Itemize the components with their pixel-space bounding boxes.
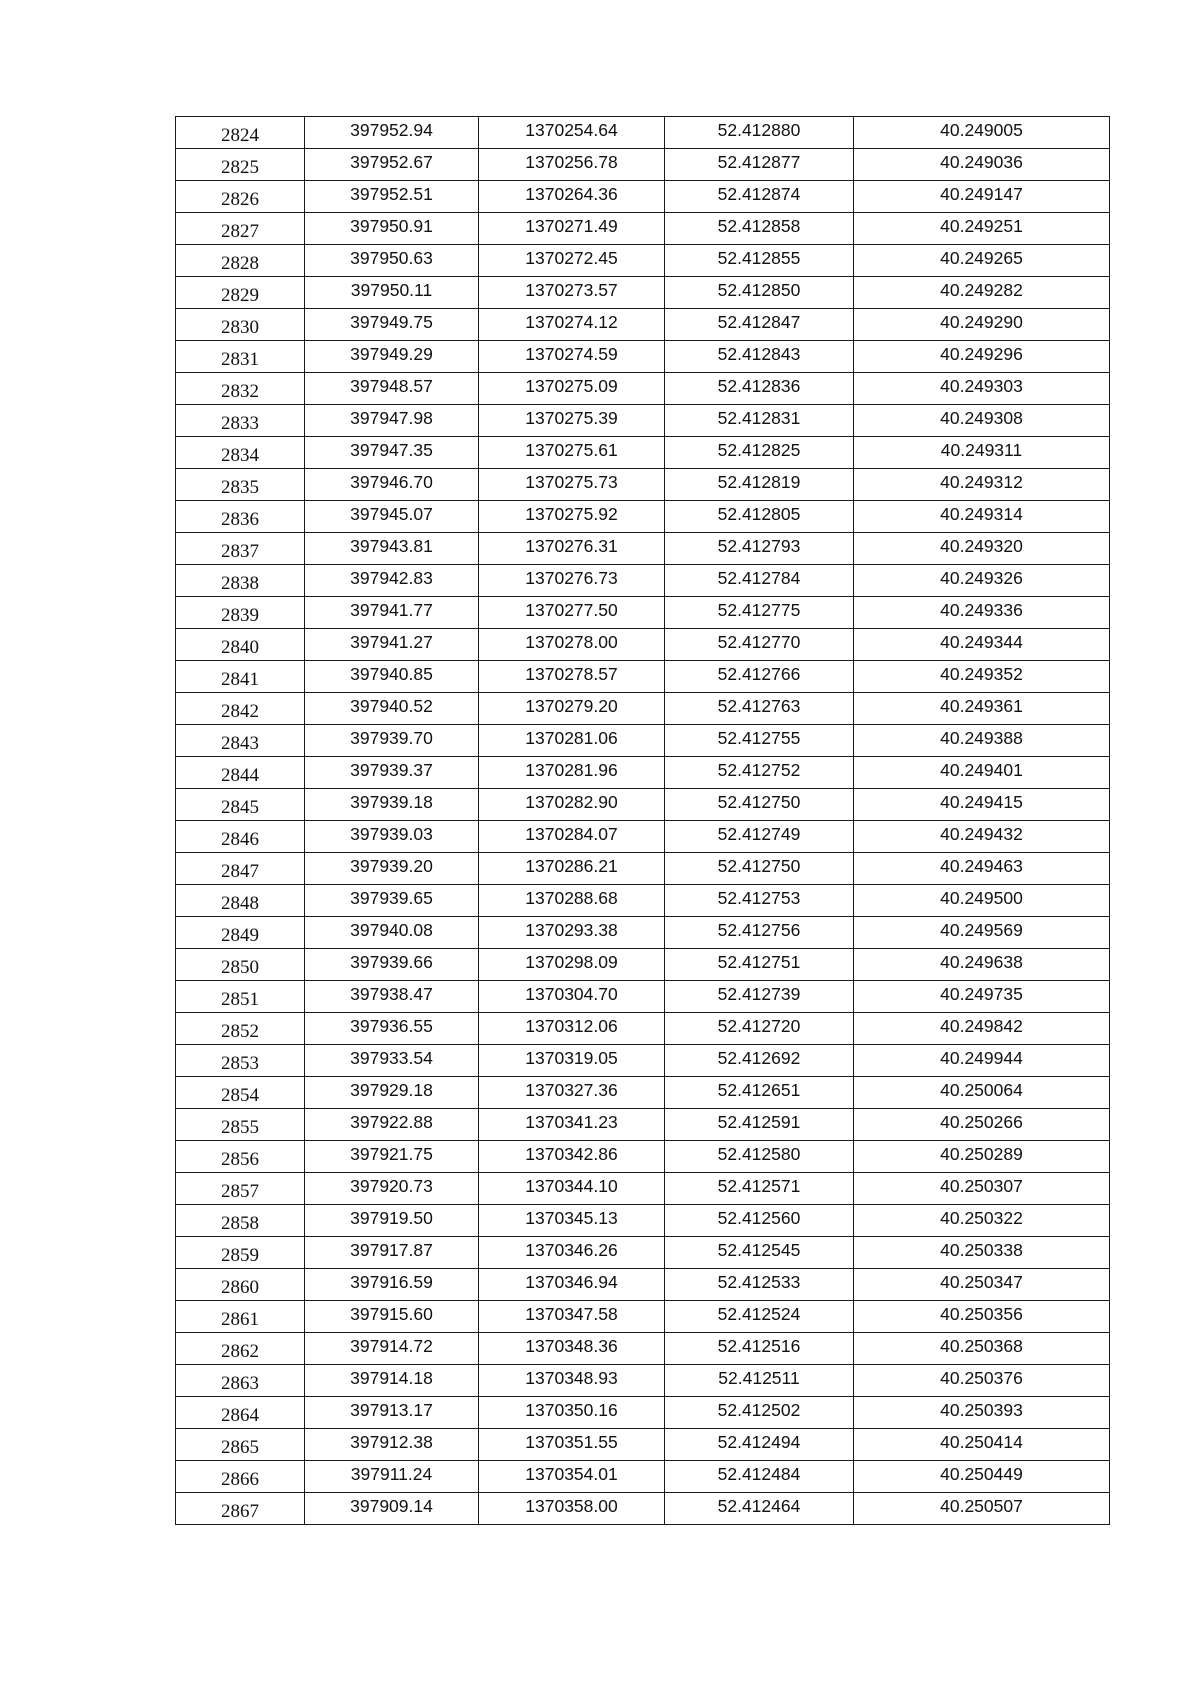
longitude-cell: 40.250338 [854, 1237, 1110, 1269]
latitude-cell: 52.412805 [665, 501, 854, 533]
table-row [176, 469, 1110, 501]
table-row [176, 1429, 1110, 1461]
y-coordinate-cell: 1370286.21 [479, 853, 665, 885]
latitude-cell: 52.412571 [665, 1173, 854, 1205]
latitude-cell: 52.412763 [665, 693, 854, 725]
longitude-cell: 40.250393 [854, 1397, 1110, 1429]
y-coordinate-cell: 1370346.94 [479, 1269, 665, 1301]
point-number-cell: 2844 [176, 757, 305, 789]
point-number-cell: 2849 [176, 917, 305, 949]
point-number-cell: 2836 [176, 501, 305, 533]
x-coordinate-cell: 397936.55 [305, 1013, 479, 1045]
x-coordinate-cell: 397933.54 [305, 1045, 479, 1077]
longitude-cell: 40.250289 [854, 1141, 1110, 1173]
point-number-cell: 2854 [176, 1077, 305, 1109]
latitude-cell: 52.412847 [665, 309, 854, 341]
table-row [176, 1493, 1110, 1525]
y-coordinate-cell: 1370271.49 [479, 213, 665, 245]
longitude-cell: 40.249735 [854, 981, 1110, 1013]
x-coordinate-cell: 397939.65 [305, 885, 479, 917]
y-coordinate-cell: 1370277.50 [479, 597, 665, 629]
latitude-cell: 52.412750 [665, 789, 854, 821]
longitude-cell: 40.249147 [854, 181, 1110, 213]
table-row [176, 1077, 1110, 1109]
x-coordinate-cell: 397952.94 [305, 117, 479, 149]
latitude-cell: 52.412502 [665, 1397, 854, 1429]
y-coordinate-cell: 1370272.45 [479, 245, 665, 277]
latitude-cell: 52.412464 [665, 1493, 854, 1525]
x-coordinate-cell: 397914.72 [305, 1333, 479, 1365]
x-coordinate-cell: 397952.67 [305, 149, 479, 181]
latitude-cell: 52.412692 [665, 1045, 854, 1077]
x-coordinate-cell: 397950.91 [305, 213, 479, 245]
table-row [176, 373, 1110, 405]
x-coordinate-cell: 397920.73 [305, 1173, 479, 1205]
point-number-cell: 2866 [176, 1461, 305, 1493]
table-row [176, 757, 1110, 789]
latitude-cell: 52.412524 [665, 1301, 854, 1333]
x-coordinate-cell: 397947.98 [305, 405, 479, 437]
table-row [176, 597, 1110, 629]
point-number-cell: 2832 [176, 373, 305, 405]
y-coordinate-cell: 1370347.58 [479, 1301, 665, 1333]
x-coordinate-cell: 397947.35 [305, 437, 479, 469]
table-row [176, 1045, 1110, 1077]
latitude-cell: 52.412770 [665, 629, 854, 661]
longitude-cell: 40.249290 [854, 309, 1110, 341]
x-coordinate-cell: 397949.29 [305, 341, 479, 373]
point-number-cell: 2863 [176, 1365, 305, 1397]
longitude-cell: 40.249401 [854, 757, 1110, 789]
longitude-cell: 40.249361 [854, 693, 1110, 725]
latitude-cell: 52.412494 [665, 1429, 854, 1461]
y-coordinate-cell: 1370279.20 [479, 693, 665, 725]
x-coordinate-cell: 397941.77 [305, 597, 479, 629]
x-coordinate-cell: 397921.75 [305, 1141, 479, 1173]
latitude-cell: 52.412843 [665, 341, 854, 373]
table-row [176, 1237, 1110, 1269]
longitude-cell: 40.250322 [854, 1205, 1110, 1237]
y-coordinate-cell: 1370348.36 [479, 1333, 665, 1365]
y-coordinate-cell: 1370342.86 [479, 1141, 665, 1173]
longitude-cell: 40.249282 [854, 277, 1110, 309]
x-coordinate-cell: 397942.83 [305, 565, 479, 597]
longitude-cell: 40.249314 [854, 501, 1110, 533]
table-row [176, 277, 1110, 309]
y-coordinate-cell: 1370351.55 [479, 1429, 665, 1461]
point-number-cell: 2839 [176, 597, 305, 629]
point-number-cell: 2842 [176, 693, 305, 725]
table-row [176, 501, 1110, 533]
longitude-cell: 40.249415 [854, 789, 1110, 821]
longitude-cell: 40.249303 [854, 373, 1110, 405]
table-row [176, 1365, 1110, 1397]
table-row [176, 629, 1110, 661]
x-coordinate-cell: 397919.50 [305, 1205, 479, 1237]
point-number-cell: 2848 [176, 885, 305, 917]
y-coordinate-cell: 1370273.57 [479, 277, 665, 309]
longitude-cell: 40.250414 [854, 1429, 1110, 1461]
y-coordinate-cell: 1370282.90 [479, 789, 665, 821]
point-number-cell: 2859 [176, 1237, 305, 1269]
point-number-cell: 2824 [176, 117, 305, 149]
x-coordinate-cell: 397939.70 [305, 725, 479, 757]
table-row [176, 789, 1110, 821]
x-coordinate-cell: 397912.38 [305, 1429, 479, 1461]
y-coordinate-cell: 1370358.00 [479, 1493, 665, 1525]
x-coordinate-cell: 397943.81 [305, 533, 479, 565]
x-coordinate-cell: 397949.75 [305, 309, 479, 341]
table-row [176, 821, 1110, 853]
point-number-cell: 2855 [176, 1109, 305, 1141]
point-number-cell: 2845 [176, 789, 305, 821]
longitude-cell: 40.250064 [854, 1077, 1110, 1109]
point-number-cell: 2847 [176, 853, 305, 885]
y-coordinate-cell: 1370345.13 [479, 1205, 665, 1237]
point-number-cell: 2826 [176, 181, 305, 213]
latitude-cell: 52.412775 [665, 597, 854, 629]
y-coordinate-cell: 1370276.31 [479, 533, 665, 565]
x-coordinate-cell: 397916.59 [305, 1269, 479, 1301]
latitude-cell: 52.412784 [665, 565, 854, 597]
table-row [176, 437, 1110, 469]
point-number-cell: 2858 [176, 1205, 305, 1237]
y-coordinate-cell: 1370354.01 [479, 1461, 665, 1493]
table-row [176, 1333, 1110, 1365]
point-number-cell: 2828 [176, 245, 305, 277]
y-coordinate-cell: 1370275.92 [479, 501, 665, 533]
y-coordinate-cell: 1370276.73 [479, 565, 665, 597]
x-coordinate-cell: 397950.63 [305, 245, 479, 277]
table-row [176, 1109, 1110, 1141]
point-number-cell: 2835 [176, 469, 305, 501]
longitude-cell: 40.250307 [854, 1173, 1110, 1205]
table-row [176, 181, 1110, 213]
y-coordinate-cell: 1370319.05 [479, 1045, 665, 1077]
table-row [176, 341, 1110, 373]
longitude-cell: 40.250356 [854, 1301, 1110, 1333]
table-row [176, 1269, 1110, 1301]
table-row [176, 213, 1110, 245]
latitude-cell: 52.412850 [665, 277, 854, 309]
latitude-cell: 52.412753 [665, 885, 854, 917]
latitude-cell: 52.412516 [665, 1333, 854, 1365]
y-coordinate-cell: 1370327.36 [479, 1077, 665, 1109]
longitude-cell: 40.249336 [854, 597, 1110, 629]
longitude-cell: 40.249500 [854, 885, 1110, 917]
table-row [176, 949, 1110, 981]
latitude-cell: 52.412750 [665, 853, 854, 885]
x-coordinate-cell: 397948.57 [305, 373, 479, 405]
table-row [176, 533, 1110, 565]
point-number-cell: 2838 [176, 565, 305, 597]
latitude-cell: 52.412484 [665, 1461, 854, 1493]
x-coordinate-cell: 397911.24 [305, 1461, 479, 1493]
longitude-cell: 40.249569 [854, 917, 1110, 949]
latitude-cell: 52.412720 [665, 1013, 854, 1045]
table-row [176, 725, 1110, 757]
latitude-cell: 52.412831 [665, 405, 854, 437]
latitude-cell: 52.412751 [665, 949, 854, 981]
latitude-cell: 52.412739 [665, 981, 854, 1013]
x-coordinate-cell: 397922.88 [305, 1109, 479, 1141]
point-number-cell: 2830 [176, 309, 305, 341]
point-number-cell: 2864 [176, 1397, 305, 1429]
x-coordinate-cell: 397940.52 [305, 693, 479, 725]
table-row [176, 917, 1110, 949]
y-coordinate-cell: 1370284.07 [479, 821, 665, 853]
point-number-cell: 2853 [176, 1045, 305, 1077]
table-row [176, 149, 1110, 181]
x-coordinate-cell: 397915.60 [305, 1301, 479, 1333]
latitude-cell: 52.412825 [665, 437, 854, 469]
y-coordinate-cell: 1370275.73 [479, 469, 665, 501]
latitude-cell: 52.412819 [665, 469, 854, 501]
latitude-cell: 52.412511 [665, 1365, 854, 1397]
longitude-cell: 40.250507 [854, 1493, 1110, 1525]
table-row [176, 117, 1110, 149]
point-number-cell: 2843 [176, 725, 305, 757]
y-coordinate-cell: 1370346.26 [479, 1237, 665, 1269]
longitude-cell: 40.250347 [854, 1269, 1110, 1301]
latitude-cell: 52.412749 [665, 821, 854, 853]
table-row [176, 245, 1110, 277]
y-coordinate-cell: 1370275.09 [479, 373, 665, 405]
coordinates-table [175, 116, 1110, 1525]
x-coordinate-cell: 397938.47 [305, 981, 479, 1013]
y-coordinate-cell: 1370348.93 [479, 1365, 665, 1397]
point-number-cell: 2861 [176, 1301, 305, 1333]
point-number-cell: 2846 [176, 821, 305, 853]
latitude-cell: 52.412756 [665, 917, 854, 949]
x-coordinate-cell: 397940.85 [305, 661, 479, 693]
x-coordinate-cell: 397909.14 [305, 1493, 479, 1525]
y-coordinate-cell: 1370298.09 [479, 949, 665, 981]
latitude-cell: 52.412766 [665, 661, 854, 693]
y-coordinate-cell: 1370256.78 [479, 149, 665, 181]
table-row [176, 405, 1110, 437]
latitude-cell: 52.412591 [665, 1109, 854, 1141]
table-row [176, 1013, 1110, 1045]
longitude-cell: 40.250376 [854, 1365, 1110, 1397]
y-coordinate-cell: 1370344.10 [479, 1173, 665, 1205]
y-coordinate-cell: 1370293.38 [479, 917, 665, 949]
y-coordinate-cell: 1370278.00 [479, 629, 665, 661]
point-number-cell: 2827 [176, 213, 305, 245]
table-row [176, 693, 1110, 725]
x-coordinate-cell: 397914.18 [305, 1365, 479, 1397]
point-number-cell: 2825 [176, 149, 305, 181]
point-number-cell: 2857 [176, 1173, 305, 1205]
y-coordinate-cell: 1370288.68 [479, 885, 665, 917]
longitude-cell: 40.250266 [854, 1109, 1110, 1141]
latitude-cell: 52.412752 [665, 757, 854, 789]
latitude-cell: 52.412858 [665, 213, 854, 245]
longitude-cell: 40.249842 [854, 1013, 1110, 1045]
y-coordinate-cell: 1370264.36 [479, 181, 665, 213]
longitude-cell: 40.250368 [854, 1333, 1110, 1365]
table-row [176, 1141, 1110, 1173]
latitude-cell: 52.412874 [665, 181, 854, 213]
point-number-cell: 2865 [176, 1429, 305, 1461]
longitude-cell: 40.249265 [854, 245, 1110, 277]
latitude-cell: 52.412533 [665, 1269, 854, 1301]
longitude-cell: 40.249388 [854, 725, 1110, 757]
longitude-cell: 40.249344 [854, 629, 1110, 661]
table-row [176, 565, 1110, 597]
y-coordinate-cell: 1370275.39 [479, 405, 665, 437]
x-coordinate-cell: 397913.17 [305, 1397, 479, 1429]
x-coordinate-cell: 397939.20 [305, 853, 479, 885]
y-coordinate-cell: 1370275.61 [479, 437, 665, 469]
coordinates-table-body [176, 117, 1110, 1525]
point-number-cell: 2852 [176, 1013, 305, 1045]
table-row [176, 1173, 1110, 1205]
x-coordinate-cell: 397929.18 [305, 1077, 479, 1109]
table-row [176, 1205, 1110, 1237]
x-coordinate-cell: 397917.87 [305, 1237, 479, 1269]
latitude-cell: 52.412560 [665, 1205, 854, 1237]
point-number-cell: 2841 [176, 661, 305, 693]
longitude-cell: 40.249308 [854, 405, 1110, 437]
point-number-cell: 2850 [176, 949, 305, 981]
x-coordinate-cell: 397946.70 [305, 469, 479, 501]
table-row [176, 1461, 1110, 1493]
point-number-cell: 2867 [176, 1493, 305, 1525]
point-number-cell: 2834 [176, 437, 305, 469]
x-coordinate-cell: 397940.08 [305, 917, 479, 949]
table-row [176, 1397, 1110, 1429]
y-coordinate-cell: 1370304.70 [479, 981, 665, 1013]
table-row [176, 853, 1110, 885]
point-number-cell: 2862 [176, 1333, 305, 1365]
table-row [176, 1301, 1110, 1333]
table-row [176, 661, 1110, 693]
y-coordinate-cell: 1370341.23 [479, 1109, 665, 1141]
table-row [176, 885, 1110, 917]
longitude-cell: 40.249432 [854, 821, 1110, 853]
longitude-cell: 40.249352 [854, 661, 1110, 693]
x-coordinate-cell: 397950.11 [305, 277, 479, 309]
point-number-cell: 2860 [176, 1269, 305, 1301]
y-coordinate-cell: 1370281.96 [479, 757, 665, 789]
x-coordinate-cell: 397939.37 [305, 757, 479, 789]
y-coordinate-cell: 1370274.59 [479, 341, 665, 373]
point-number-cell: 2831 [176, 341, 305, 373]
latitude-cell: 52.412880 [665, 117, 854, 149]
latitude-cell: 52.412755 [665, 725, 854, 757]
latitude-cell: 52.412855 [665, 245, 854, 277]
longitude-cell: 40.249463 [854, 853, 1110, 885]
y-coordinate-cell: 1370350.16 [479, 1397, 665, 1429]
y-coordinate-cell: 1370274.12 [479, 309, 665, 341]
x-coordinate-cell: 397939.18 [305, 789, 479, 821]
latitude-cell: 52.412651 [665, 1077, 854, 1109]
longitude-cell: 40.249320 [854, 533, 1110, 565]
longitude-cell: 40.250449 [854, 1461, 1110, 1493]
longitude-cell: 40.249311 [854, 437, 1110, 469]
y-coordinate-cell: 1370254.64 [479, 117, 665, 149]
longitude-cell: 40.249296 [854, 341, 1110, 373]
latitude-cell: 52.412580 [665, 1141, 854, 1173]
y-coordinate-cell: 1370312.06 [479, 1013, 665, 1045]
x-coordinate-cell: 397952.51 [305, 181, 479, 213]
point-number-cell: 2833 [176, 405, 305, 437]
longitude-cell: 40.249005 [854, 117, 1110, 149]
latitude-cell: 52.412877 [665, 149, 854, 181]
point-number-cell: 2851 [176, 981, 305, 1013]
y-coordinate-cell: 1370281.06 [479, 725, 665, 757]
x-coordinate-cell: 397939.03 [305, 821, 479, 853]
x-coordinate-cell: 397941.27 [305, 629, 479, 661]
table-row [176, 309, 1110, 341]
latitude-cell: 52.412836 [665, 373, 854, 405]
longitude-cell: 40.249036 [854, 149, 1110, 181]
longitude-cell: 40.249638 [854, 949, 1110, 981]
longitude-cell: 40.249326 [854, 565, 1110, 597]
latitude-cell: 52.412793 [665, 533, 854, 565]
point-number-cell: 2840 [176, 629, 305, 661]
table-row [176, 981, 1110, 1013]
point-number-cell: 2829 [176, 277, 305, 309]
x-coordinate-cell: 397945.07 [305, 501, 479, 533]
y-coordinate-cell: 1370278.57 [479, 661, 665, 693]
longitude-cell: 40.249944 [854, 1045, 1110, 1077]
latitude-cell: 52.412545 [665, 1237, 854, 1269]
point-number-cell: 2837 [176, 533, 305, 565]
point-number-cell: 2856 [176, 1141, 305, 1173]
longitude-cell: 40.249251 [854, 213, 1110, 245]
x-coordinate-cell: 397939.66 [305, 949, 479, 981]
longitude-cell: 40.249312 [854, 469, 1110, 501]
